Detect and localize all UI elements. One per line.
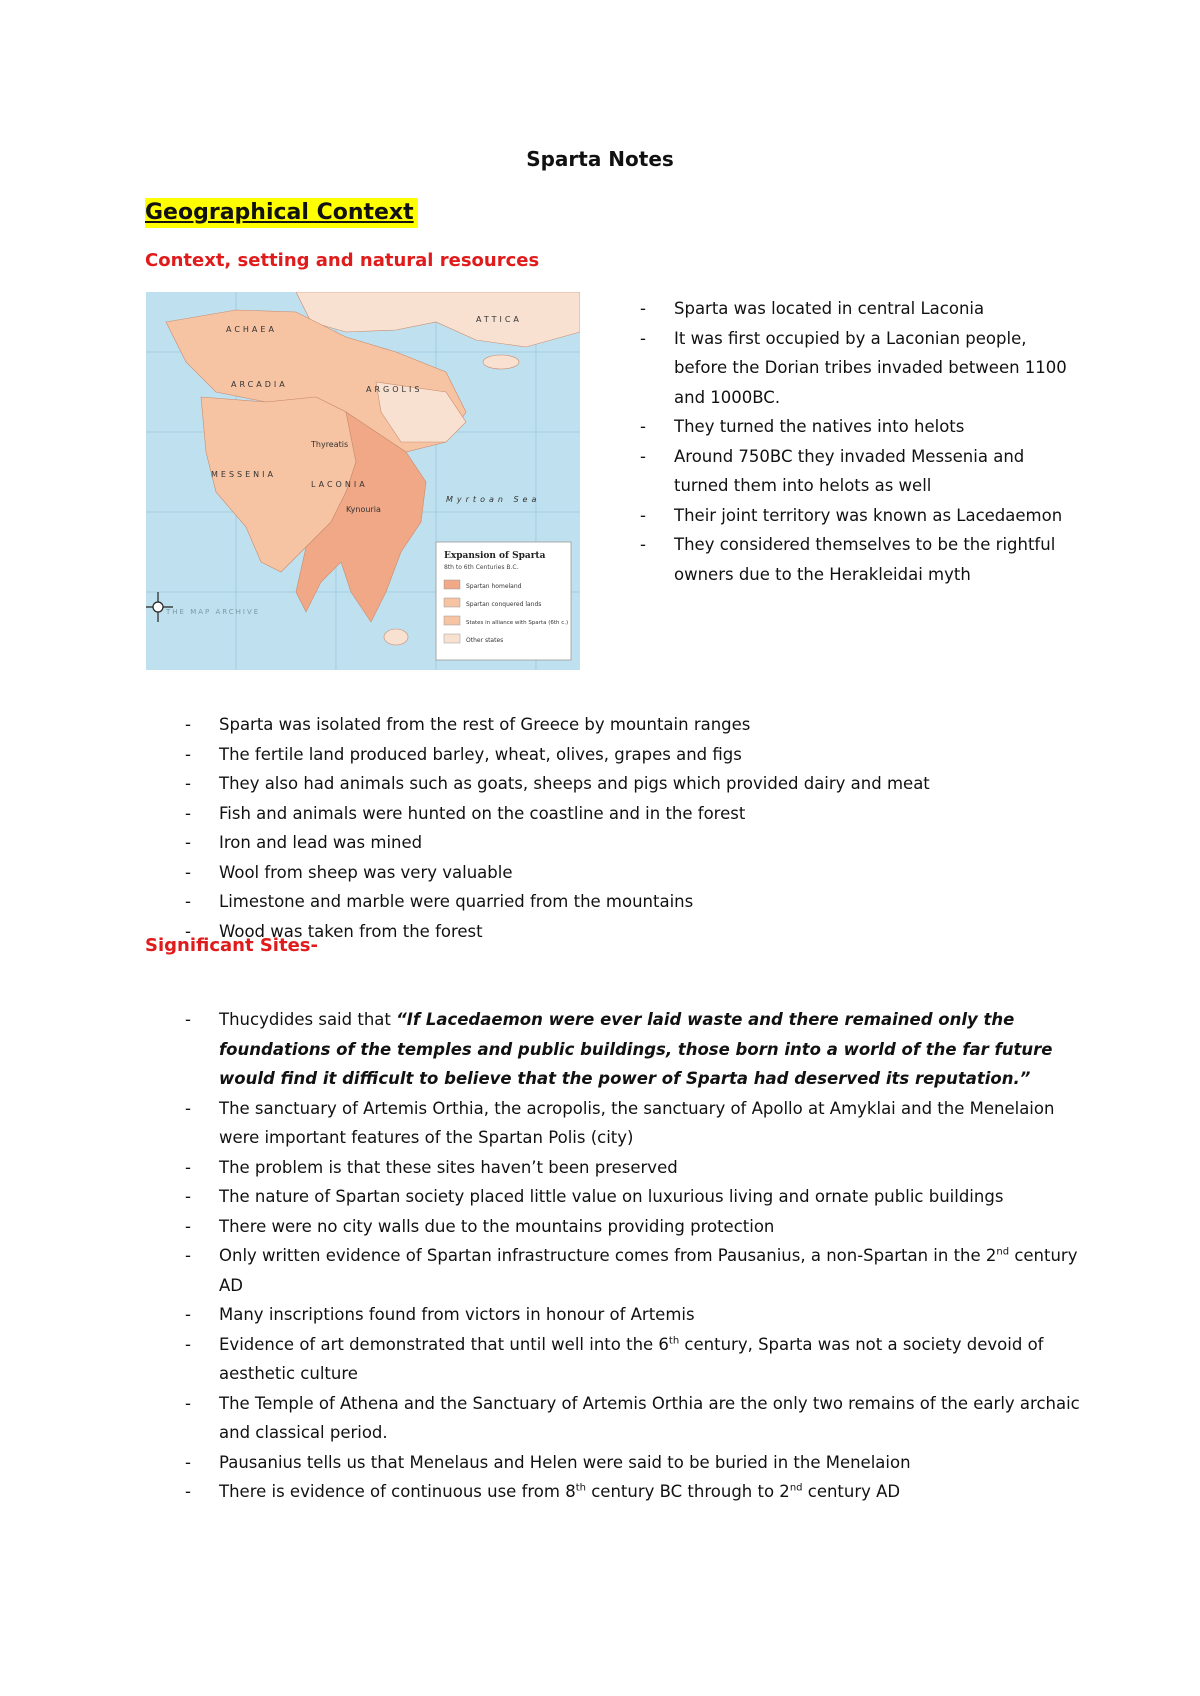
list-item: - Limestone and marble were quarried from the mountains <box>185 887 1085 917</box>
list-item: - Around 750BC they invaded Messenia and turned them into helots as well <box>640 442 1080 501</box>
list-item <box>185 1241 1085 1300</box>
list-item: - The problem is that these sites haven’t been preserved <box>185 1153 1085 1183</box>
list-item: - Sparta was isolated from the rest of Greece by mountain ranges <box>185 710 1085 740</box>
map-legend-subtitle: 8th to 6th Centuries B.C. <box>444 564 519 571</box>
map-label-attica: ATTICA <box>476 315 522 324</box>
subheading-significant-sites: Significant Sites- <box>145 935 318 956</box>
thucydides-quote: “If Lacedaemon were ever laid waste and there remained only the foundations of the temples and public buildings, those born into a world of the far future would find it difficult to believe that the power of Sparta had deserved its reputation.” <box>219 1010 1053 1088</box>
map-legend <box>436 542 571 660</box>
map-label-myrtoan-sea: Myrtoan Sea <box>446 495 541 504</box>
list-item: - It was first occupied by a Laconian people, before the Dorian tribes invaded between 1100 and 1000BC. <box>640 324 1080 413</box>
superscript: th <box>575 1482 586 1494</box>
map-label-argolis: ARGOLIS <box>366 385 423 394</box>
resources-bullet-list <box>185 710 1085 946</box>
text-part: century BC through to 2 <box>585 1482 790 1501</box>
list-item: - Sparta was located in central Laconia <box>640 294 1080 324</box>
list-item <box>185 1477 1085 1507</box>
sparta-expansion-map <box>146 292 580 670</box>
list-item: - Fish and animals were hunted on the coastline and in the forest <box>185 799 1085 829</box>
map-island <box>384 629 408 645</box>
map-label-achaea: ACHAEA <box>226 325 277 334</box>
list-item: - Iron and lead was mined <box>185 828 1085 858</box>
map-label-kynouria: Kynouria <box>346 505 381 514</box>
map-legend-item: States in alliance with Sparta (6th c.) <box>466 620 569 626</box>
text-part: century, Sparta was not a society devoid of aesthetic culture <box>219 1334 1044 1383</box>
superscript: nd <box>789 1482 803 1494</box>
list-item: - They considered themselves to be the rightful owners due to the Herakleidai myth <box>640 530 1080 589</box>
text-part: century AD <box>802 1482 901 1501</box>
sites-bullet-list <box>185 1005 1085 1507</box>
text-part: Only written evidence of Spartan infrastructure comes from Pausanius, a non-Spartan in the 2 <box>219 1246 997 1265</box>
map-island <box>483 355 519 369</box>
map-legend-item: Spartan homeland <box>466 583 522 590</box>
location-bullet-list <box>640 294 1080 589</box>
text-part: century AD <box>219 1246 1078 1295</box>
subheading-context: Context, setting and natural resources <box>145 250 540 271</box>
document-title: Sparta Notes <box>526 147 674 171</box>
list-item: - They also had animals such as goats, sheeps and pigs which provided dairy and meat <box>185 769 1085 799</box>
list-item <box>185 1005 1085 1094</box>
heading-geographical-context: Geographical Context <box>145 198 418 228</box>
list-item: - Pausanius tells us that Menelaus and Helen were said to be buried in the Menelaion <box>185 1448 1085 1478</box>
list-item: - Many inscriptions found from victors in honour of Artemis <box>185 1300 1085 1330</box>
list-item: - They turned the natives into helots <box>640 412 1080 442</box>
map-legend-item: Spartan conquered lands <box>466 601 542 608</box>
map-label-laconia: LACONIA <box>311 480 368 489</box>
list-item: - The sanctuary of Artemis Orthia, the acropolis, the sanctuary of Apollo at Amyklai and the Menelaion were important features of the Spartan Polis (city) <box>185 1094 1085 1153</box>
superscript: nd <box>996 1246 1010 1258</box>
list-item: - There were no city walls due to the mountains providing protection <box>185 1212 1085 1242</box>
list-item: - The Temple of Athena and the Sanctuary of Artemis Orthia are the only two remains of the early archaic and classical period. <box>185 1389 1085 1448</box>
list-item: - Their joint territory was known as Lacedaemon <box>640 501 1080 531</box>
map-watermark: THE MAP ARCHIVE <box>166 608 261 616</box>
superscript: th <box>668 1335 680 1346</box>
list-item: - Wood was taken from the forest <box>185 917 1085 947</box>
quote-intro: Thucydides said that <box>219 1010 397 1029</box>
map-label-messenia: MESSENIA <box>211 470 276 479</box>
map-label-thyreatis: Thyreatis <box>311 440 349 449</box>
map-legend-item: Other states <box>466 637 504 644</box>
list-item: - Wool from sheep was very valuable <box>185 858 1085 888</box>
map-label-arcadia: ARCADIA <box>231 380 288 389</box>
map-legend-title: Expansion of Sparta <box>444 551 546 561</box>
list-item: - The fertile land produced barley, wheat, olives, grapes and figs <box>185 740 1085 770</box>
list-item: - The nature of Spartan society placed little value on luxurious living and ornate public buildings <box>185 1182 1085 1212</box>
list-item <box>185 1330 1085 1389</box>
text-part: There is evidence of continuous use from 8 <box>219 1482 576 1501</box>
text-part: Evidence of art demonstrated that until well into the 6 <box>219 1334 669 1354</box>
